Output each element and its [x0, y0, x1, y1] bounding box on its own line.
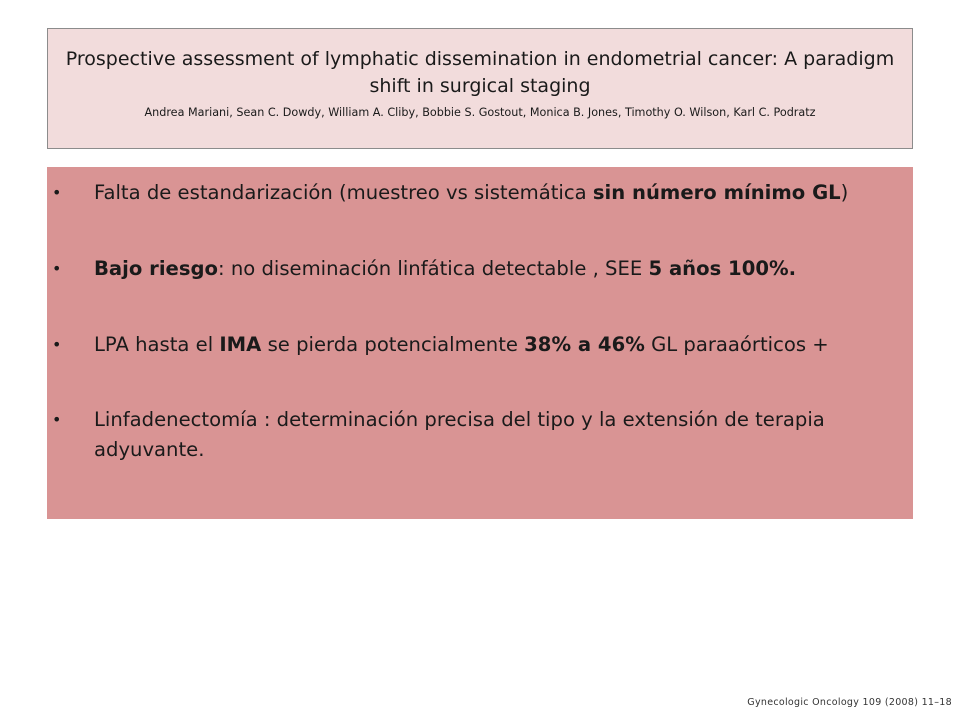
- content-box: [47, 167, 913, 519]
- bullet-text: ): [840, 181, 849, 204]
- bullet-item-lymphadenectomy: [52, 405, 909, 465]
- bullet-emphasis: 38% a 46%: [524, 333, 645, 356]
- bullet-icon: •: [52, 335, 62, 354]
- bullet-icon: •: [52, 183, 62, 202]
- citation: Gynecologic Oncology 109 (2008) 11–18: [747, 697, 952, 708]
- bullet-emphasis: 5 años 100%.: [648, 257, 797, 280]
- bullet-item-standardization: [52, 178, 909, 208]
- bullet-icon: •: [52, 259, 62, 278]
- bullet-text: se pierda potencialmente: [261, 333, 525, 356]
- bullet-item-low-risk: [52, 254, 909, 284]
- bullet-text: GL paraaórticos +: [644, 333, 829, 356]
- bullet-text: : no diseminación linfática detectable , SEE: [217, 257, 649, 280]
- bullet-icon: •: [52, 410, 62, 429]
- title-box: [47, 28, 913, 149]
- author-list: Andrea Mariani, Sean C. Dowdy, William A. Cliby, Bobbie S. Gostout, Monica B. Jones, Timothy O. Wilson, Karl C. Podratz: [144, 106, 816, 119]
- bullet-item-lpa: [52, 330, 909, 360]
- bullet-text: LPA hasta el: [94, 333, 220, 356]
- bullet-emphasis: IMA: [219, 333, 262, 356]
- bullet-emphasis: Bajo riesgo: [94, 257, 218, 280]
- bullet-text: Linfadenectomía : determinación precisa del tipo y la extensión de terapia adyuvante.: [94, 408, 825, 461]
- bullet-emphasis: sin número mínimo GL: [592, 181, 841, 204]
- slide-title: Prospective assessment of lymphatic dissemination in endometrial cancer: A paradigm shift in surgical staging: [65, 48, 895, 97]
- bullet-text: Falta de estandarización (muestreo vs sistemática: [94, 181, 593, 204]
